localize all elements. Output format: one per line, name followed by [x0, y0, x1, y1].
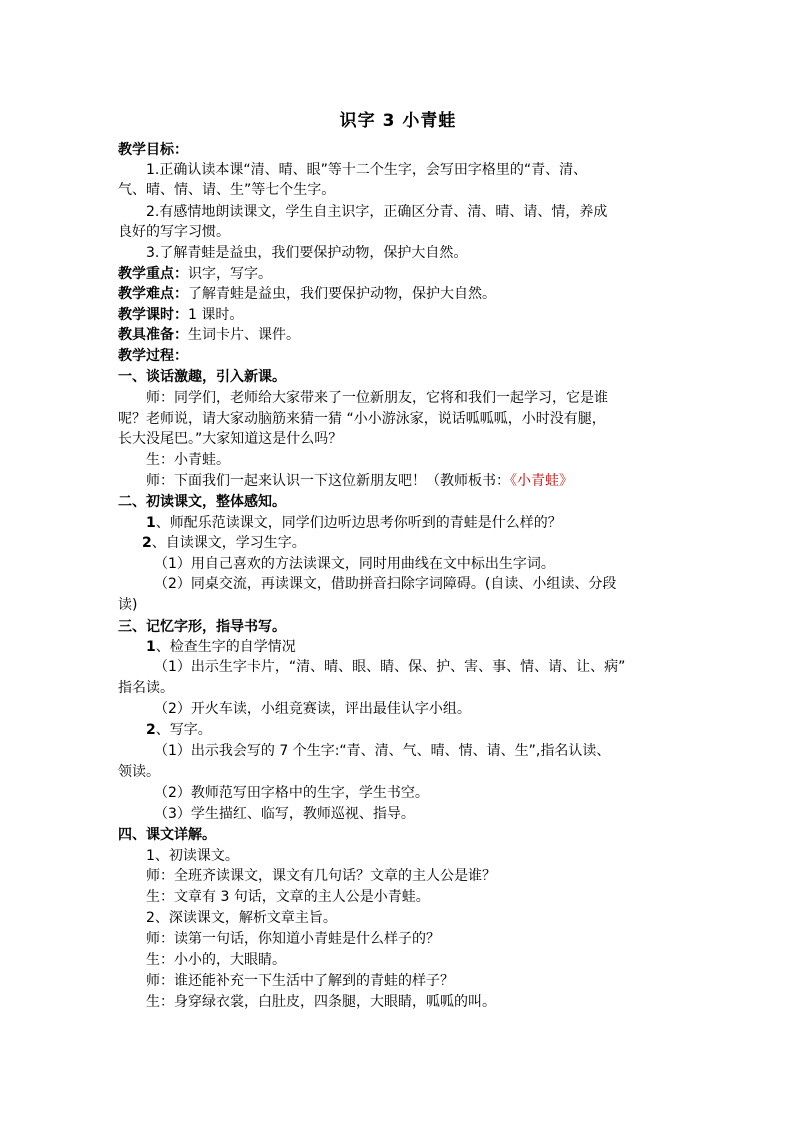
key-point-row	[118, 264, 678, 284]
section-3-item-1	[118, 637, 706, 657]
section-1-para-2: 生：小青蛙。	[146, 452, 230, 468]
tools-row	[118, 325, 678, 345]
key-point-label: 教学重点：	[118, 266, 188, 282]
section-4-line-4: 2、深读课文，解析文章主旨。	[146, 910, 337, 926]
section-3-item-1a-line-1: （1）出示生字卡片，“清、晴、眼、睛、保、护、害、事、情、请、让、病”	[154, 659, 626, 675]
item-text: 、检查生字的自学情况	[155, 639, 296, 655]
page-title: 识字 3 小青蛙	[339, 111, 457, 131]
item-text: 、写字。	[155, 722, 212, 738]
section-1-para-3-text: 师：下面我们一起来认识一下这位新朋友吧！（教师板书：	[146, 473, 510, 489]
section-3-item-2a-line-2: 领读。	[118, 764, 160, 780]
section-3-item-2a-line-1: （1）出示我会写的 7 个生字:“青、清、气、晴、情、请、生”,指名认读、	[154, 743, 611, 759]
section-1-para-3	[118, 471, 706, 491]
item-text: 、自读课文，学习生字。	[151, 535, 306, 551]
objectives-heading: 教学目标：	[118, 142, 188, 158]
section-3-heading: 三、记忆字形，指导书写。	[118, 619, 286, 635]
section-4-line-7: 师：谁还能补充一下生活中了解到的青蛙的样子？	[146, 973, 454, 989]
section-1-para-1-line-1: 师：同学们，老师给大家带来了一位新朋友，它将和我们一起学习，它是谁	[146, 390, 608, 406]
objective-2-line-1: 2.有感情地朗读课文，学生自主识字，正确区分青、清、晴、请、情，养成	[146, 204, 608, 220]
section-2-heading: 二、初读课文，整体感知。	[118, 494, 286, 510]
section-2-item-2	[118, 533, 702, 553]
section-4-line-3: 生：文章有 3 句话，文章的主人公是小青蛙。	[146, 889, 430, 905]
hours-text: 1 课时。	[188, 307, 244, 323]
section-4-line-1: 1、初读课文。	[146, 848, 239, 864]
section-3-item-1b: （2）开火车读，小组竞赛读，评出最佳认字小组。	[154, 701, 471, 717]
objective-2-line-2: 良好的写字习惯。	[118, 224, 230, 240]
tools-label: 教具准备：	[118, 327, 188, 343]
section-2-item-2b-line-2: 读)	[118, 597, 138, 613]
tools-text: 生词卡片、课件。	[188, 327, 300, 343]
blackboard-title: 《小青蛙》	[510, 473, 573, 489]
section-1-heading: 一、谈话激趣，引入新课。	[118, 369, 286, 385]
hours-label: 教学课时：	[118, 307, 188, 323]
difficulty-row	[118, 284, 678, 304]
item-number: 1	[146, 639, 156, 655]
process-heading: 教学过程：	[118, 348, 188, 364]
section-1-para-1-line-2: 呢？老师说，请大家动脑筋来猜一猜 “小小游泳家，说话呱呱呱，小时没有腿，	[118, 411, 606, 427]
difficulty-text: 了解青蛙是益虫，我们要保护动物，保护大自然。	[188, 286, 496, 302]
difficulty-label: 教学难点：	[118, 286, 188, 302]
section-1-para-1-line-3: 长大没尾巴。”大家知道这是什么吗？	[118, 431, 343, 447]
section-4-heading: 四、课文详解。	[118, 827, 216, 843]
item-number: 2	[146, 722, 156, 738]
item-text: 、师配乐范读课文，同学们边听边思考你听到的青蛙是什么样的？	[155, 515, 562, 531]
objective-1-line-2: 气、晴、情、请、生”等七个生字。	[118, 182, 336, 198]
item-number: 1	[146, 515, 156, 531]
section-2-item-1	[118, 513, 706, 533]
section-4-line-2: 师：全班齐读课文，课文有几句话？文章的主人公是谁？	[146, 868, 496, 884]
item-number: 2	[142, 535, 152, 551]
section-3-item-1a-line-2: 指名读。	[118, 680, 174, 696]
section-3-item-2b: （2）教师范写田字格中的生字，学生书空。	[154, 785, 429, 801]
section-4-line-5: 师：读第一句话，你知道小青蛙是什么样子的？	[146, 931, 440, 947]
section-2-item-2b-line-1: （2）同桌交流，再读课文，借助拼音扫除字词障碍。(自读、小组读、分段	[154, 576, 617, 592]
section-3-item-2	[118, 720, 706, 740]
section-4-line-8: 生：身穿绿衣裳，白肚皮，四条腿，大眼睛，呱呱的叫。	[146, 994, 496, 1010]
key-point-text: 识字，写字。	[188, 266, 272, 282]
section-3-item-2c: （3）学生描红、临写，教师巡视、指导。	[154, 806, 415, 822]
objective-3: 3.了解青蛙是益虫，我们要保护动物，保护大自然。	[146, 245, 468, 261]
section-2-item-2a: （1）用自己喜欢的方法读课文，同时用曲线在文中标出生字词。	[154, 556, 555, 572]
objective-1-line-1: 1.正确认读本课“清、晴、眼”等十二个生字，会写田字格里的“青、清、	[146, 162, 588, 178]
hours-row	[118, 305, 678, 325]
section-4-line-6: 生：小小的，大眼睛。	[146, 952, 286, 968]
